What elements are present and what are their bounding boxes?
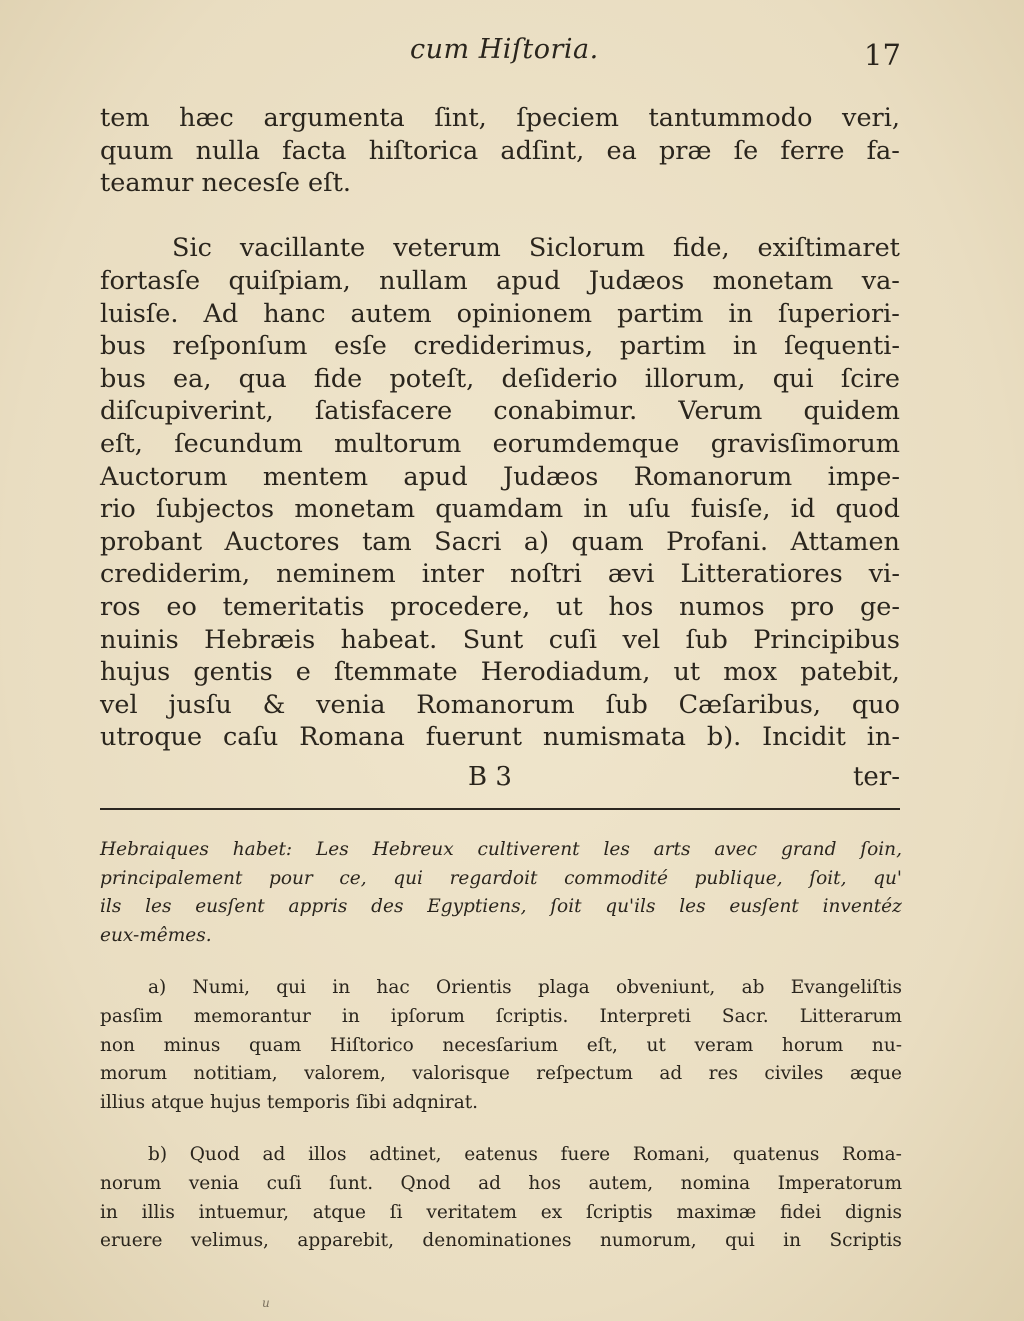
word: fuerunt: [425, 722, 522, 753]
footnote-line: [100, 893, 902, 922]
footnote-rule: [100, 808, 900, 810]
word: Auctores: [224, 526, 340, 557]
text-line: [100, 526, 900, 559]
word: Roma-: [842, 1144, 902, 1166]
page-number: 17: [864, 38, 901, 72]
word: cultiverent: [477, 839, 580, 860]
footnote-gap: [100, 1117, 902, 1141]
word: ils: [100, 896, 122, 918]
word: veterum: [393, 233, 501, 264]
word: ſcriptis.: [495, 1005, 569, 1027]
word: horum: [781, 1034, 844, 1056]
word: gravisſimorum: [710, 428, 900, 459]
word: fuere: [560, 1144, 611, 1166]
word: quatenus: [732, 1144, 820, 1166]
word: Litteratiores: [680, 559, 843, 590]
word: veri,: [842, 103, 900, 133]
text-line: [100, 363, 900, 396]
word: illis: [141, 1201, 175, 1223]
word: ferre: [780, 135, 845, 166]
word: opinionem: [456, 298, 593, 329]
word: in: [728, 298, 753, 329]
main-text: [100, 102, 900, 754]
word: ſe: [733, 135, 759, 166]
word: ad: [659, 1063, 683, 1085]
word: fide: [313, 363, 363, 394]
word: cuſi: [266, 1172, 302, 1194]
word: ſtemmate: [333, 657, 458, 688]
word: veram: [694, 1034, 754, 1056]
word: Romanorum: [416, 689, 575, 720]
word: in: [783, 1230, 802, 1252]
word: &: [262, 689, 286, 720]
word: Imperatorum: [777, 1172, 902, 1194]
word: appris: [288, 896, 348, 918]
word: hos: [608, 591, 654, 622]
text-line: [100, 330, 900, 363]
footnote-line: [100, 865, 902, 894]
text-line: teamur necesſe eſt.: [100, 168, 351, 199]
word: veritatem: [426, 1201, 517, 1223]
footnote-b-line: [100, 1141, 902, 1170]
page-header: [0, 34, 1024, 84]
word: facta: [282, 135, 347, 166]
word: eſt,: [100, 428, 143, 459]
text-line: [100, 591, 900, 624]
word: quam: [249, 1034, 302, 1056]
word: impe-: [827, 461, 900, 492]
word: in: [341, 1005, 360, 1027]
word: res: [708, 1063, 738, 1085]
word: fidei: [780, 1201, 822, 1223]
word: dignis: [845, 1201, 902, 1223]
word: rio: [100, 494, 136, 525]
footnotes: [100, 836, 902, 1256]
word: ſoit,: [809, 867, 847, 889]
word: cuſi: [548, 624, 598, 655]
word: id: [790, 494, 816, 525]
word: Interpreti: [599, 1005, 691, 1027]
word: des: [371, 896, 404, 918]
word: principalement: [100, 867, 243, 889]
word: Romanorum: [633, 461, 793, 492]
word: ut: [646, 1034, 666, 1056]
word: Litterarum: [799, 1005, 902, 1027]
word: bus: [100, 331, 146, 362]
footnote-line: eux-mêmes.: [100, 924, 212, 946]
word: qui: [393, 867, 423, 889]
word: utroque: [100, 722, 203, 753]
word: adtinet,: [369, 1144, 442, 1166]
word: quamdam: [435, 494, 564, 525]
word: reſponſum: [172, 331, 308, 362]
text-line: [100, 298, 900, 331]
word: nuinis: [100, 624, 179, 655]
word: fuisſe,: [690, 494, 771, 525]
word: monetam: [712, 265, 834, 296]
word: nulla: [195, 135, 260, 166]
word: ſcriptis: [585, 1201, 653, 1223]
word: vacillante: [239, 233, 366, 264]
footnote-a-line: [100, 974, 902, 1003]
word: autem: [350, 298, 432, 329]
footnote-b-line: [100, 1227, 902, 1256]
word: Verum: [678, 396, 763, 427]
word: qu': [873, 867, 902, 889]
word: morum: [100, 1063, 167, 1085]
word: ce,: [339, 867, 367, 889]
word: Siclorum: [528, 233, 646, 264]
word: Profani.: [666, 526, 769, 557]
word: tantummodo: [648, 103, 813, 133]
word: Evangeliſtis: [790, 977, 902, 999]
word: ſubjectos: [155, 494, 275, 525]
word: ſi: [389, 1201, 403, 1223]
text-line: [100, 135, 900, 168]
word: hos: [528, 1172, 561, 1194]
word: partim: [619, 331, 707, 362]
word: illorum,: [644, 363, 746, 394]
text-line: [100, 656, 900, 689]
word: illos: [308, 1144, 347, 1166]
word: Principibus: [753, 624, 900, 655]
word: quam: [571, 526, 644, 557]
word: Sic: [172, 233, 212, 264]
word: venia: [188, 1172, 240, 1194]
word: multorum: [334, 428, 462, 459]
word: ſoit: [550, 896, 582, 918]
word: caſu: [222, 722, 279, 753]
word: ipſorum: [390, 1005, 465, 1027]
word: b).: [706, 722, 742, 753]
word: probant: [100, 526, 203, 557]
word: fortasſe: [100, 265, 201, 296]
word: argumenta: [263, 103, 405, 133]
word: qui: [725, 1230, 755, 1252]
word: nu-: [871, 1034, 902, 1056]
word: tem: [100, 103, 150, 133]
word: Quod: [189, 1144, 240, 1166]
word: ſoin,: [860, 839, 902, 860]
word: conabimur.: [493, 396, 638, 427]
word: Qnod: [400, 1172, 451, 1194]
word: quum: [100, 135, 174, 166]
word: mox: [723, 657, 778, 688]
word: temeritatis: [222, 591, 365, 622]
word: eusſent: [729, 896, 799, 918]
signature-mark: B 3: [468, 762, 512, 792]
word: ex: [540, 1201, 563, 1223]
word: les: [145, 896, 172, 918]
word: deſiderio: [501, 363, 618, 394]
word: pro: [790, 591, 835, 622]
word: Herodiadum,: [480, 657, 651, 688]
word: Ad: [203, 298, 239, 329]
word: norum: [100, 1172, 162, 1194]
word: reſpectum: [536, 1063, 633, 1085]
word: notitiam,: [193, 1063, 278, 1085]
word: in: [583, 494, 608, 525]
word: velimus,: [190, 1230, 269, 1252]
word: Les: [316, 839, 349, 860]
word: quidem: [803, 396, 900, 427]
word: in: [332, 977, 351, 999]
word: hujus: [100, 657, 171, 688]
word: bus: [100, 363, 146, 394]
word: ut: [556, 591, 583, 622]
word: procedere,: [390, 591, 531, 622]
word: Judæos: [588, 265, 685, 296]
running-head: cum Hiſtoria.: [410, 34, 599, 65]
word: quiſpiam,: [228, 265, 351, 296]
word: ge-: [859, 591, 900, 622]
word: poteſt,: [389, 363, 475, 394]
word: ſatisfacere: [314, 396, 453, 427]
word: qua: [238, 363, 287, 394]
word: Sacri: [434, 526, 502, 557]
paragraph-gap: [100, 200, 900, 233]
word: Egyptiens,: [427, 896, 527, 918]
footnote-a-line: [100, 1032, 902, 1061]
word: venia: [316, 689, 386, 720]
word: inter: [421, 559, 484, 590]
word: patebit,: [800, 657, 900, 688]
word: in: [100, 1201, 118, 1223]
word: noſtri: [509, 559, 582, 590]
footnote-a-line: illius atque hujus temporis ſibi adqnirat.: [100, 1091, 479, 1113]
word: Attamen: [790, 526, 900, 557]
word: valorisque: [412, 1063, 510, 1085]
word: memorantur: [193, 1005, 311, 1027]
word: atque: [312, 1201, 366, 1223]
word: denominationes: [422, 1230, 572, 1252]
text-line: [100, 721, 900, 754]
word: nullam: [379, 265, 468, 296]
word: hiſtorica: [368, 135, 479, 166]
word: adſint,: [500, 135, 585, 166]
word: Scriptis: [829, 1230, 902, 1252]
word: va-: [861, 265, 900, 296]
word: diſcupiverint,: [100, 396, 274, 427]
word: qui: [276, 977, 306, 999]
footnote-gap: [100, 950, 902, 974]
word: apparebit,: [297, 1230, 394, 1252]
word: luisſe.: [100, 298, 179, 329]
word: ſcire: [840, 363, 900, 394]
footnote-b-line: [100, 1170, 902, 1199]
word: ſub: [605, 689, 648, 720]
word: a): [523, 526, 550, 557]
footnote-a-line: [100, 1060, 902, 1089]
word: ea,: [173, 363, 212, 394]
word: Cæſaribus,: [678, 689, 821, 720]
word: numos: [679, 591, 765, 622]
word: Romani,: [632, 1144, 711, 1166]
word: Hebræis: [204, 624, 316, 655]
word: e: [295, 657, 311, 688]
word: ſequenti-: [784, 331, 900, 362]
word: intuemur,: [198, 1201, 289, 1223]
word: nomina: [680, 1172, 751, 1194]
word: exiſtimaret: [757, 233, 900, 264]
word: monetam: [294, 494, 416, 525]
word: in: [732, 331, 758, 362]
word: Incidit: [762, 722, 846, 753]
footnote-a-line: [100, 1003, 902, 1032]
word: præ: [658, 135, 712, 166]
word: ad: [262, 1144, 286, 1166]
word: ſpeciem: [516, 103, 619, 133]
word: ſecundum: [174, 428, 303, 459]
word: apud: [403, 461, 468, 492]
word: Sacr.: [721, 1005, 769, 1027]
word: Numi,: [192, 977, 250, 999]
word: commodité: [564, 867, 668, 889]
word: qu'ils: [605, 896, 656, 918]
word: obveniunt,: [615, 977, 716, 999]
word: in-: [866, 722, 900, 753]
word: Auctorum: [100, 461, 228, 492]
word: Romana: [299, 722, 405, 753]
word: avec: [714, 839, 758, 860]
word: ſub: [685, 624, 728, 655]
word: Sunt: [462, 624, 524, 655]
word: Hiſtorico: [329, 1034, 414, 1056]
word: regardoit: [449, 867, 538, 889]
word: eorumdemque: [492, 428, 680, 459]
word: inventéz: [822, 896, 902, 918]
word: gentis: [193, 657, 273, 688]
word: ea: [606, 135, 637, 166]
word: ſuperiori-: [777, 298, 900, 329]
text-line: [100, 461, 900, 494]
word: valorem,: [304, 1063, 386, 1085]
word: mentem: [262, 461, 369, 492]
text-line: [100, 428, 900, 461]
word: esſe: [334, 331, 387, 362]
word: quo: [851, 689, 900, 720]
word: civiles: [764, 1063, 824, 1085]
text-line: [100, 558, 900, 591]
word: fide,: [673, 233, 730, 264]
word: ut: [673, 657, 701, 688]
footnote-b-line: [100, 1199, 902, 1228]
word: vi-: [868, 559, 900, 590]
word: hæc: [179, 103, 234, 133]
word: non: [100, 1034, 135, 1056]
word: publique,: [694, 867, 783, 889]
word: b): [148, 1144, 168, 1166]
word: quod: [835, 494, 900, 525]
word: les: [679, 896, 706, 918]
catch-line: [100, 762, 900, 796]
word: crediderimus,: [413, 331, 594, 362]
word: partim: [617, 298, 704, 329]
word: eatenus: [464, 1144, 538, 1166]
word: Judæos: [503, 461, 599, 492]
word: Orientis: [436, 977, 512, 999]
word: habeat.: [340, 624, 438, 655]
word: fa-: [866, 135, 900, 166]
word: plaga: [537, 977, 590, 999]
word: ad: [478, 1172, 501, 1194]
word: ab: [741, 977, 765, 999]
catchword: ter-: [852, 762, 900, 792]
word: jusſu: [168, 689, 232, 720]
text-line: [100, 624, 900, 657]
word: ſunt.: [329, 1172, 374, 1194]
word: numismata: [542, 722, 686, 753]
word: apud: [496, 265, 561, 296]
word: eruere: [100, 1230, 163, 1252]
word: arts: [653, 839, 691, 860]
word: Hebraiques: [100, 839, 209, 860]
word: pour: [269, 867, 313, 889]
word: numorum,: [599, 1230, 697, 1252]
word: ſint,: [434, 103, 487, 133]
word: necesſarium: [442, 1034, 559, 1056]
word: æque: [849, 1063, 902, 1085]
text-line: [100, 395, 900, 428]
word: qui: [772, 363, 814, 394]
word: eo: [166, 591, 197, 622]
word: habet:: [232, 839, 293, 860]
text-line: [100, 493, 900, 526]
text-line: [100, 232, 900, 265]
word: uſu: [628, 494, 671, 525]
word: maximæ: [676, 1201, 757, 1223]
text-line: [100, 689, 900, 722]
word: Hebreux: [372, 839, 454, 860]
word: grand: [780, 839, 837, 860]
word: minus: [163, 1034, 221, 1056]
word: ros: [100, 591, 141, 622]
word: neminem: [276, 559, 396, 590]
word: ævi: [607, 559, 655, 590]
word: tam: [362, 526, 412, 557]
word: les: [603, 839, 630, 860]
word: vel: [622, 624, 661, 655]
text-line: [100, 265, 900, 298]
word: hanc: [263, 298, 326, 329]
word: hac: [376, 977, 410, 999]
footnote-line: [100, 836, 902, 865]
text-line: [100, 102, 900, 135]
word: eſt,: [586, 1034, 618, 1056]
word: eusſent: [195, 896, 265, 918]
word: vel: [100, 689, 138, 720]
word: crediderim,: [100, 559, 251, 590]
word: a): [148, 977, 167, 999]
word: autem,: [588, 1172, 654, 1194]
bleed-through-mark: u: [262, 1296, 270, 1310]
word: pasſim: [100, 1005, 163, 1027]
